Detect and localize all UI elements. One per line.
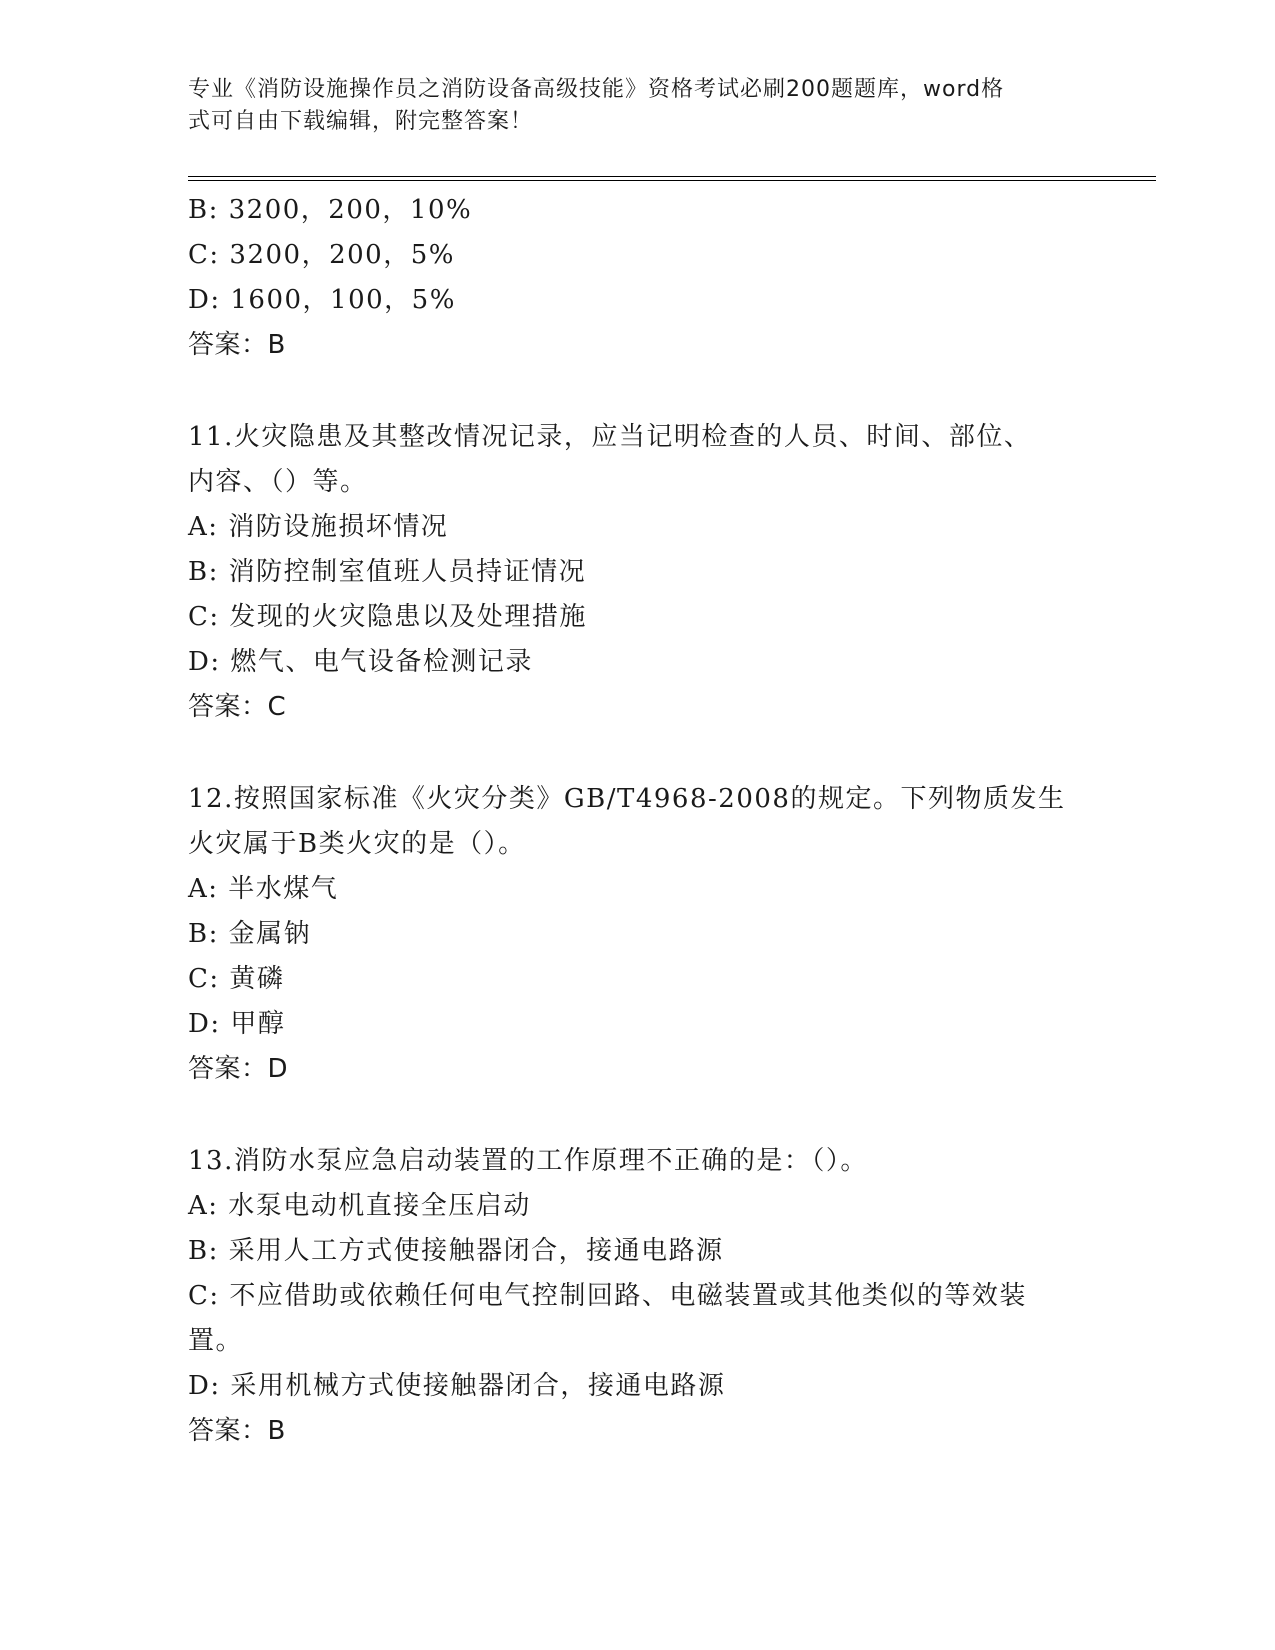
question-text: 火灾属于B类火灾的是（）。 [188, 829, 526, 859]
question-12 [188, 777, 1088, 1092]
header-divider [188, 176, 1156, 181]
question-text: 11.火灾隐患及其整改情况记录，应当记明检查的人员、时间、部位、 [188, 422, 1032, 452]
option-c: C: 3200，200，5% [188, 240, 455, 270]
option-a: A: 消防设施损坏情况 [188, 512, 449, 542]
question-11 [188, 415, 1088, 730]
header-line-1: 专业《消防设施操作员之消防设备高级技能》资格考试必刷200题题库，word格 [188, 77, 1005, 102]
option-b: B: 采用人工方式使接触器闭合，接通电路源 [188, 1236, 724, 1266]
answer-line: 答案：D [188, 1054, 289, 1084]
answer-line: 答案：B [188, 1416, 286, 1446]
option-a: A: 水泵电动机直接全压启动 [188, 1191, 531, 1221]
option-b: B: 消防控制室值班人员持证情况 [188, 557, 587, 587]
header-line-2: 式可自由下载编辑，附完整答案！ [188, 109, 534, 134]
option-b: B: 3200，200，10% [188, 195, 473, 225]
option-c: C: 发现的火灾隐患以及处理措施 [188, 602, 587, 632]
option-c-continued: 置。 [188, 1326, 244, 1356]
question-text: 内容、（）等。 [188, 467, 368, 497]
answer-line: 答案：B [188, 330, 286, 360]
option-d: D: 1600，100，5% [188, 285, 456, 315]
option-a: A: 半水煤气 [188, 874, 339, 904]
question-text: 12.按照国家标准《火灾分类》GB/T4968-2008的规定。下列物质发生 [188, 784, 1066, 814]
answer-line: 答案：C [188, 692, 287, 722]
question-10-continued [188, 188, 1088, 368]
question-list [188, 188, 1088, 1454]
question-text: 13.消防水泵应急启动装置的工作原理不正确的是：（）。 [188, 1146, 868, 1176]
option-d: D: 采用机械方式使接触器闭合，接通电路源 [188, 1371, 726, 1401]
document-header [188, 74, 1088, 138]
option-d: D: 甲醇 [188, 1009, 286, 1039]
question-13 [188, 1139, 1088, 1454]
option-c: C: 黄磷 [188, 964, 285, 994]
option-d: D: 燃气、电气设备检测记录 [188, 647, 533, 677]
option-c: C: 不应借助或依赖任何电气控制回路、电磁装置或其他类似的等效装 [188, 1281, 1027, 1311]
option-b: B: 金属钠 [188, 919, 312, 949]
